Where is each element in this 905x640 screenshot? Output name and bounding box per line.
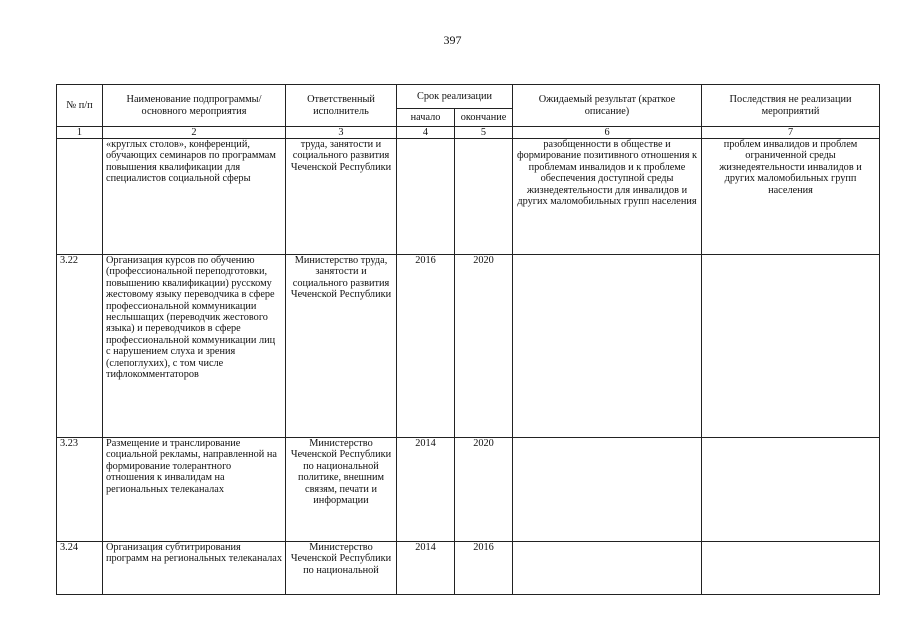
header-consequences: Последствия не реализации мероприятий (702, 85, 880, 127)
row-start: 2014 (397, 438, 455, 542)
row-consequences: проблем инвалидов и проблем ограниченной среды жизнедеятельности инвалидов и других маломобильных групп населения (702, 139, 880, 255)
header-result: Ожидаемый результат (краткое описание) (513, 85, 702, 127)
row-end (455, 139, 513, 255)
row-responsible: труда, занятости и социального развития Чеченской Республики (286, 139, 397, 255)
row-start (397, 139, 455, 255)
row-result (513, 438, 702, 542)
row-name: «круглых столов», конференций, обучающих семинаров по программам повышения квалификации для специалистов социальной сферы (103, 139, 286, 255)
row-result (513, 255, 702, 438)
row-end: 2016 (455, 542, 513, 595)
table-row (57, 438, 880, 542)
row-name: Организация курсов по обучению (профессиональной переподготовки, повышению квалификации) русскому жестовому языку переводчика в сфере профессиональной коммуникации неслышащих (переводчик жестового языка) и переводчиков в сфере профессиональной коммуникации лиц с нарушением слуха и зрения (слепоглухих), с том числе тифлокомментаторов (103, 255, 286, 438)
row-num: 3.23 (57, 438, 103, 542)
header-name: Наименование подпрограммы/ основного мероприятия (103, 85, 286, 127)
column-number: 1 (57, 127, 103, 139)
row-num: 3.24 (57, 542, 103, 595)
row-consequences (702, 255, 880, 438)
table-row (57, 139, 880, 255)
column-number: 3 (286, 127, 397, 139)
header-responsible: Ответственный исполнитель (286, 85, 397, 127)
header-end: окончание (455, 109, 513, 127)
row-num: 3.22 (57, 255, 103, 438)
row-result: разобщенности в обществе и формирование позитивного отношения к проблемам инвалидов и к проблеме обеспечения доступной среды жизнедеятельности для инвалидов и других маломобильных групп населения (513, 139, 702, 255)
page-number: 397 (443, 33, 462, 47)
row-end: 2020 (455, 438, 513, 542)
row-responsible: Министерство Чеченской Республики по национальной политике, внешним связям, печати и информации (286, 438, 397, 542)
row-consequences (702, 542, 880, 595)
column-number: 6 (513, 127, 702, 139)
header-row (57, 85, 880, 109)
row-consequences (702, 438, 880, 542)
row-start: 2016 (397, 255, 455, 438)
header-num: № п/п (57, 85, 103, 127)
column-number-row (57, 127, 880, 139)
row-num (57, 139, 103, 255)
row-result (513, 542, 702, 595)
row-responsible: Министерство Чеченской Республики по национальной (286, 542, 397, 595)
table-row (57, 255, 880, 438)
row-end: 2020 (455, 255, 513, 438)
column-number: 7 (702, 127, 880, 139)
row-name: Организация субтитрирования программ на региональных телеканалах (103, 542, 286, 595)
row-name: Размещение и транслирование социальной рекламы, направленной на формирование толерантного отношения к инвалидам на региональных телеканалах (103, 438, 286, 542)
header-start: начало (397, 109, 455, 127)
table-row (57, 542, 880, 595)
column-number: 5 (455, 127, 513, 139)
column-number: 4 (397, 127, 455, 139)
row-start: 2014 (397, 542, 455, 595)
row-responsible: Министерство труда, занятости и социального развития Чеченской Республики (286, 255, 397, 438)
measures-table (56, 84, 880, 595)
header-period: Срок реализации (397, 85, 513, 109)
column-number: 2 (103, 127, 286, 139)
